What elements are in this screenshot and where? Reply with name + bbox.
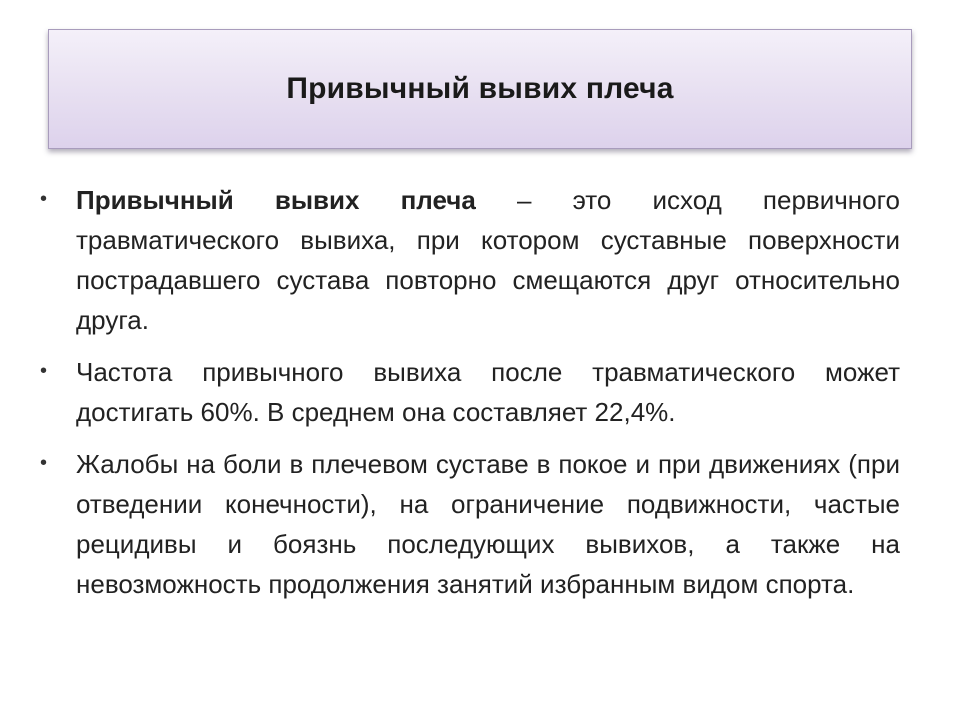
bullet-item-frequency bbox=[38, 352, 900, 432]
bullet-list bbox=[38, 180, 900, 616]
slide-title: Привычный вывих плеча bbox=[286, 72, 674, 105]
bullet-term: Привычный вывих плеча bbox=[76, 185, 476, 215]
bullet-marker: • bbox=[40, 188, 48, 210]
bullet-text: Частота привычного вывиха после травматического может достигать 60%. В среднем она составляет 22,4%. bbox=[76, 357, 900, 427]
bullet-marker: • bbox=[40, 360, 48, 382]
bullet-text: – это исход первичного травматического вывиха, при котором суставные поверхности пострадавшего сустава повторно смещаются друг относительно друга. bbox=[76, 185, 900, 335]
title-banner bbox=[48, 29, 912, 149]
bullet-item-complaints bbox=[38, 444, 900, 604]
bullet-text: Жалобы на боли в плечевом суставе в покое и при движениях (при отведении конечности), на ограничение подвижности, частые рецидивы и боязнь последующих вывихов, а также на невозможность продолжения занятий избранным видом спорта. bbox=[76, 449, 900, 599]
bullet-marker: • bbox=[40, 452, 48, 474]
bullet-item-definition bbox=[38, 180, 900, 340]
